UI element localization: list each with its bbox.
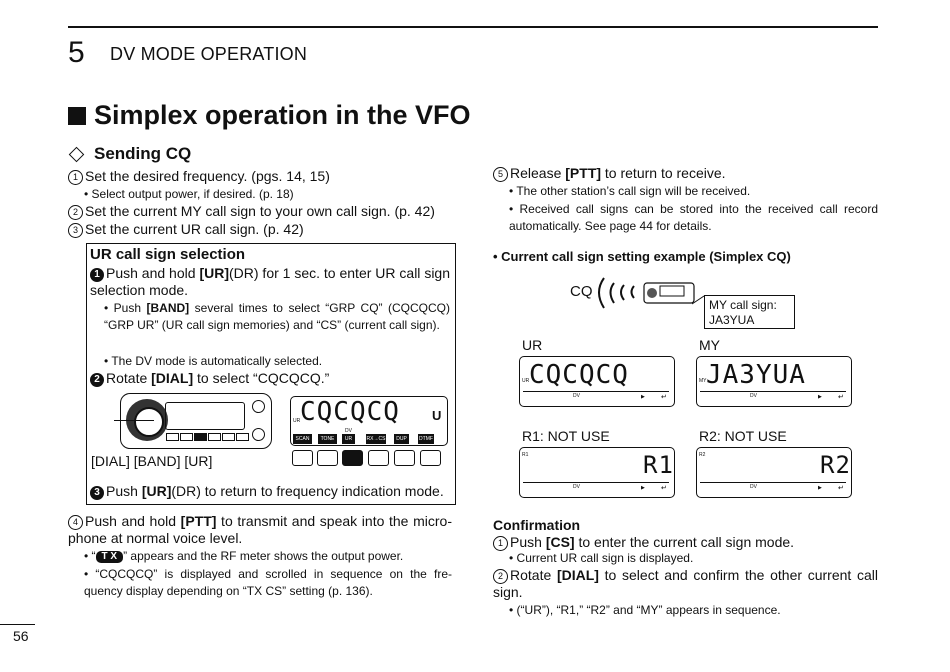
ur-i1-post: (DR) for 1 sec. to enter UR call sign selection mode. bbox=[90, 265, 450, 298]
confirm-step-1 bbox=[493, 534, 883, 551]
ur-i2-post: to select “CQCQCQ.” bbox=[193, 370, 330, 386]
subsection-title-text: Sending CQ bbox=[94, 144, 192, 163]
section-title bbox=[68, 100, 471, 131]
lcd-dv-indicator: DV bbox=[750, 393, 757, 399]
display-caption: UR bbox=[522, 337, 543, 353]
soft-button bbox=[420, 450, 441, 466]
function-key-label: RX→CS bbox=[366, 436, 386, 442]
ur-instruction-2-number: 2 bbox=[90, 373, 104, 387]
radio-mini-knob bbox=[647, 288, 657, 298]
play-icon: ▶ bbox=[641, 485, 645, 491]
function-key-label: DTMF bbox=[419, 436, 433, 442]
display-caption: MY bbox=[699, 337, 720, 353]
step-5-bullet-2: • Received call signs can be stored into the received call record automatically. See page 44 for details. bbox=[509, 202, 878, 233]
ur-instruction-1 bbox=[90, 265, 450, 299]
soft-button bbox=[394, 450, 415, 466]
soft-button bbox=[317, 450, 338, 466]
play-icon: ▶ bbox=[818, 485, 822, 491]
ur-box-title: UR call sign selection bbox=[90, 246, 246, 263]
step-5 bbox=[493, 165, 883, 182]
step-4-b1-post: ” appears and the RF meter shows the output power. bbox=[123, 549, 404, 563]
ptt-key-ref: [PTT] bbox=[180, 513, 217, 529]
ur-instruction-1-number: 1 bbox=[90, 268, 104, 282]
confirm-step-2 bbox=[493, 567, 878, 601]
function-key-label: UR bbox=[342, 434, 355, 444]
lcd-dv-indicator: DV bbox=[573, 484, 580, 490]
radio-waves-illustration bbox=[592, 274, 712, 314]
ur-instruction-3-number: 3 bbox=[90, 486, 104, 500]
c1-post: to enter the current call sign mode. bbox=[574, 534, 795, 550]
radio-button bbox=[180, 433, 193, 441]
step-4 bbox=[68, 513, 452, 547]
display-caption: R1: NOT USE bbox=[522, 428, 610, 444]
page-number-rule bbox=[0, 624, 35, 625]
step-5-post: to return to receive. bbox=[601, 165, 726, 181]
ur-lcd-dv: DV bbox=[345, 428, 352, 434]
step-4-number: 4 bbox=[68, 515, 83, 530]
function-key-label: DUP bbox=[394, 434, 409, 444]
ur-soft-button bbox=[342, 450, 363, 466]
ur-bullet-2: • The DV mode is automatically selected. bbox=[104, 354, 323, 368]
ur-key-ref: [UR] bbox=[199, 265, 229, 281]
lcd-callsign-text: CQCQCQ bbox=[529, 360, 629, 390]
step-4-b1-pre: • “ bbox=[84, 549, 96, 563]
ur-b1-pre: • Push bbox=[104, 301, 147, 315]
square-bullet-icon bbox=[68, 107, 86, 125]
ur-key-ref: [UR] bbox=[141, 483, 172, 499]
section-title-text: Simplex operation in the VFO bbox=[94, 100, 471, 130]
ur-i2-pre: Rotate bbox=[106, 370, 152, 386]
step-1-number: 1 bbox=[68, 170, 83, 185]
step-5-pre: Release bbox=[510, 165, 566, 181]
lcd-meter-line bbox=[523, 391, 669, 392]
step-4-bullet-1 bbox=[84, 548, 454, 565]
radio-labels: [DIAL] [BAND] [UR] bbox=[91, 453, 213, 469]
subsection-title bbox=[68, 144, 191, 164]
step-5-number: 5 bbox=[493, 167, 508, 182]
lcd-prefix: MY bbox=[699, 378, 707, 384]
step-1-text: Set the desired frequency. (pgs. 14, 15) bbox=[85, 168, 330, 184]
lcd-dv-indicator: DV bbox=[750, 484, 757, 490]
play-icon: ▶ bbox=[641, 394, 645, 400]
dial-key-ref: [DIAL] bbox=[151, 370, 194, 386]
confirm-step-2-bullet: • (“UR”), “R1,” “R2” and “MY” appears in sequence. bbox=[509, 603, 781, 617]
step-4-bullet-2: • “CQCQCQ” is displayed and scrolled in sequence on the fre- quency display depending on “TX CS” setting (p. 136). bbox=[84, 567, 452, 598]
display-caption: R2: NOT USE bbox=[699, 428, 787, 444]
radio-button bbox=[208, 433, 221, 441]
radio-button bbox=[236, 433, 249, 441]
band-key-ref: [BAND] bbox=[146, 301, 190, 315]
step-2-text: Set the current MY call sign to your own call sign. (p. 42) bbox=[85, 203, 435, 219]
confirm-step-1-bullet: • Current UR call sign is displayed. bbox=[509, 551, 694, 565]
lcd-callsign-text: JA3YUA bbox=[706, 360, 806, 390]
wave-arc bbox=[632, 286, 635, 298]
radio-button bbox=[222, 433, 235, 441]
function-key-label: TONE bbox=[318, 434, 337, 444]
ur-b1-post: several times to select “GRP CQ” (CQCQCQ) “GRP UR” (UR call sign memories) and “CS” (current call sign). bbox=[104, 301, 450, 332]
step-4-pre: Push and hold bbox=[85, 513, 181, 529]
return-icon: ↵ bbox=[838, 394, 844, 401]
play-icon: ▶ bbox=[818, 394, 822, 400]
ur-bullet-1 bbox=[104, 300, 450, 334]
ur-button-highlight bbox=[194, 433, 207, 441]
chapter-title: DV MODE OPERATION bbox=[110, 44, 308, 64]
dial-knob-center bbox=[134, 407, 164, 437]
c1-pre: Push bbox=[510, 534, 546, 550]
step-1-bullet: • Select output power, if desired. (p. 18) bbox=[84, 187, 294, 201]
step-4-post: to transmit and speak into the micro- phone at normal voice level. bbox=[68, 513, 452, 546]
ur-i3-post: (DR) to return to frequency indication mode. bbox=[171, 483, 444, 499]
ur-i1-pre: Push and hold bbox=[106, 265, 200, 281]
soft-button bbox=[368, 450, 389, 466]
chapter-number: 5 bbox=[68, 36, 85, 69]
header-rule bbox=[68, 26, 878, 28]
lcd-prefix: R2 bbox=[699, 452, 706, 458]
ur-lcd-right: U bbox=[432, 408, 442, 423]
ur-instruction-3 bbox=[90, 483, 450, 500]
function-key-label: SCAN bbox=[293, 434, 312, 444]
lcd-meter-line bbox=[523, 482, 669, 483]
dial-key-ref: [DIAL] bbox=[556, 567, 599, 583]
step-2-number: 2 bbox=[68, 205, 83, 220]
lcd-meter-line bbox=[700, 482, 846, 483]
small-knob bbox=[252, 428, 265, 441]
example-title: • Current call sign setting example (Simplex CQ) bbox=[493, 249, 791, 264]
return-icon: ↵ bbox=[838, 485, 844, 492]
return-icon: ↵ bbox=[661, 485, 667, 492]
lcd-meter-line bbox=[700, 391, 846, 392]
pointer-line bbox=[114, 420, 154, 421]
ur-lcd-text: CQCQCQ bbox=[300, 397, 400, 427]
tx-indicator-badge: T X bbox=[96, 551, 124, 563]
ptt-key-ref: [PTT] bbox=[565, 165, 602, 181]
c2-pre: Rotate bbox=[510, 567, 557, 583]
return-icon: ↵ bbox=[661, 394, 667, 401]
cs-key-ref: [CS] bbox=[545, 534, 575, 550]
step-2 bbox=[68, 203, 468, 220]
wave-arc bbox=[599, 278, 604, 308]
diamond-icon bbox=[69, 146, 85, 162]
lcd-dv-indicator: DV bbox=[573, 393, 580, 399]
callout-line-2: JA3YUA bbox=[709, 313, 755, 327]
callout-line-1: MY call sign: bbox=[709, 298, 777, 312]
radio-screen bbox=[165, 402, 245, 430]
my-callsign-callout bbox=[704, 295, 795, 329]
ur-lcd-prefix: UR bbox=[293, 418, 301, 424]
radio-button bbox=[166, 433, 179, 441]
cq-label: CQ bbox=[570, 283, 593, 300]
soft-button bbox=[292, 450, 313, 466]
step-3 bbox=[68, 221, 458, 238]
page-number: 56 bbox=[13, 628, 29, 644]
lcd-prefix: R1 bbox=[522, 452, 529, 458]
confirm-step-1-number: 1 bbox=[493, 536, 508, 551]
step-3-number: 3 bbox=[68, 223, 83, 238]
ur-i3-pre: Push bbox=[106, 483, 142, 499]
wave-arc bbox=[611, 283, 615, 303]
step-5-bullet-1: • The other station’s call sign will be received. bbox=[509, 184, 751, 198]
step-1 bbox=[68, 168, 458, 185]
lcd-prefix: UR bbox=[522, 378, 530, 384]
lcd-callsign-text: R1 bbox=[643, 451, 674, 479]
step-3-text: Set the current UR call sign. (p. 42) bbox=[85, 221, 304, 237]
confirm-step-2-number: 2 bbox=[493, 569, 508, 584]
lcd-callsign-text: R2 bbox=[820, 451, 851, 479]
ur-instruction-2 bbox=[90, 370, 450, 387]
wave-arc bbox=[621, 285, 624, 300]
confirmation-title: Confirmation bbox=[493, 517, 581, 533]
radio-mini-screen bbox=[660, 286, 684, 296]
c2-post: to select and confirm the other current call sign. bbox=[493, 567, 878, 600]
small-knob bbox=[252, 400, 265, 413]
